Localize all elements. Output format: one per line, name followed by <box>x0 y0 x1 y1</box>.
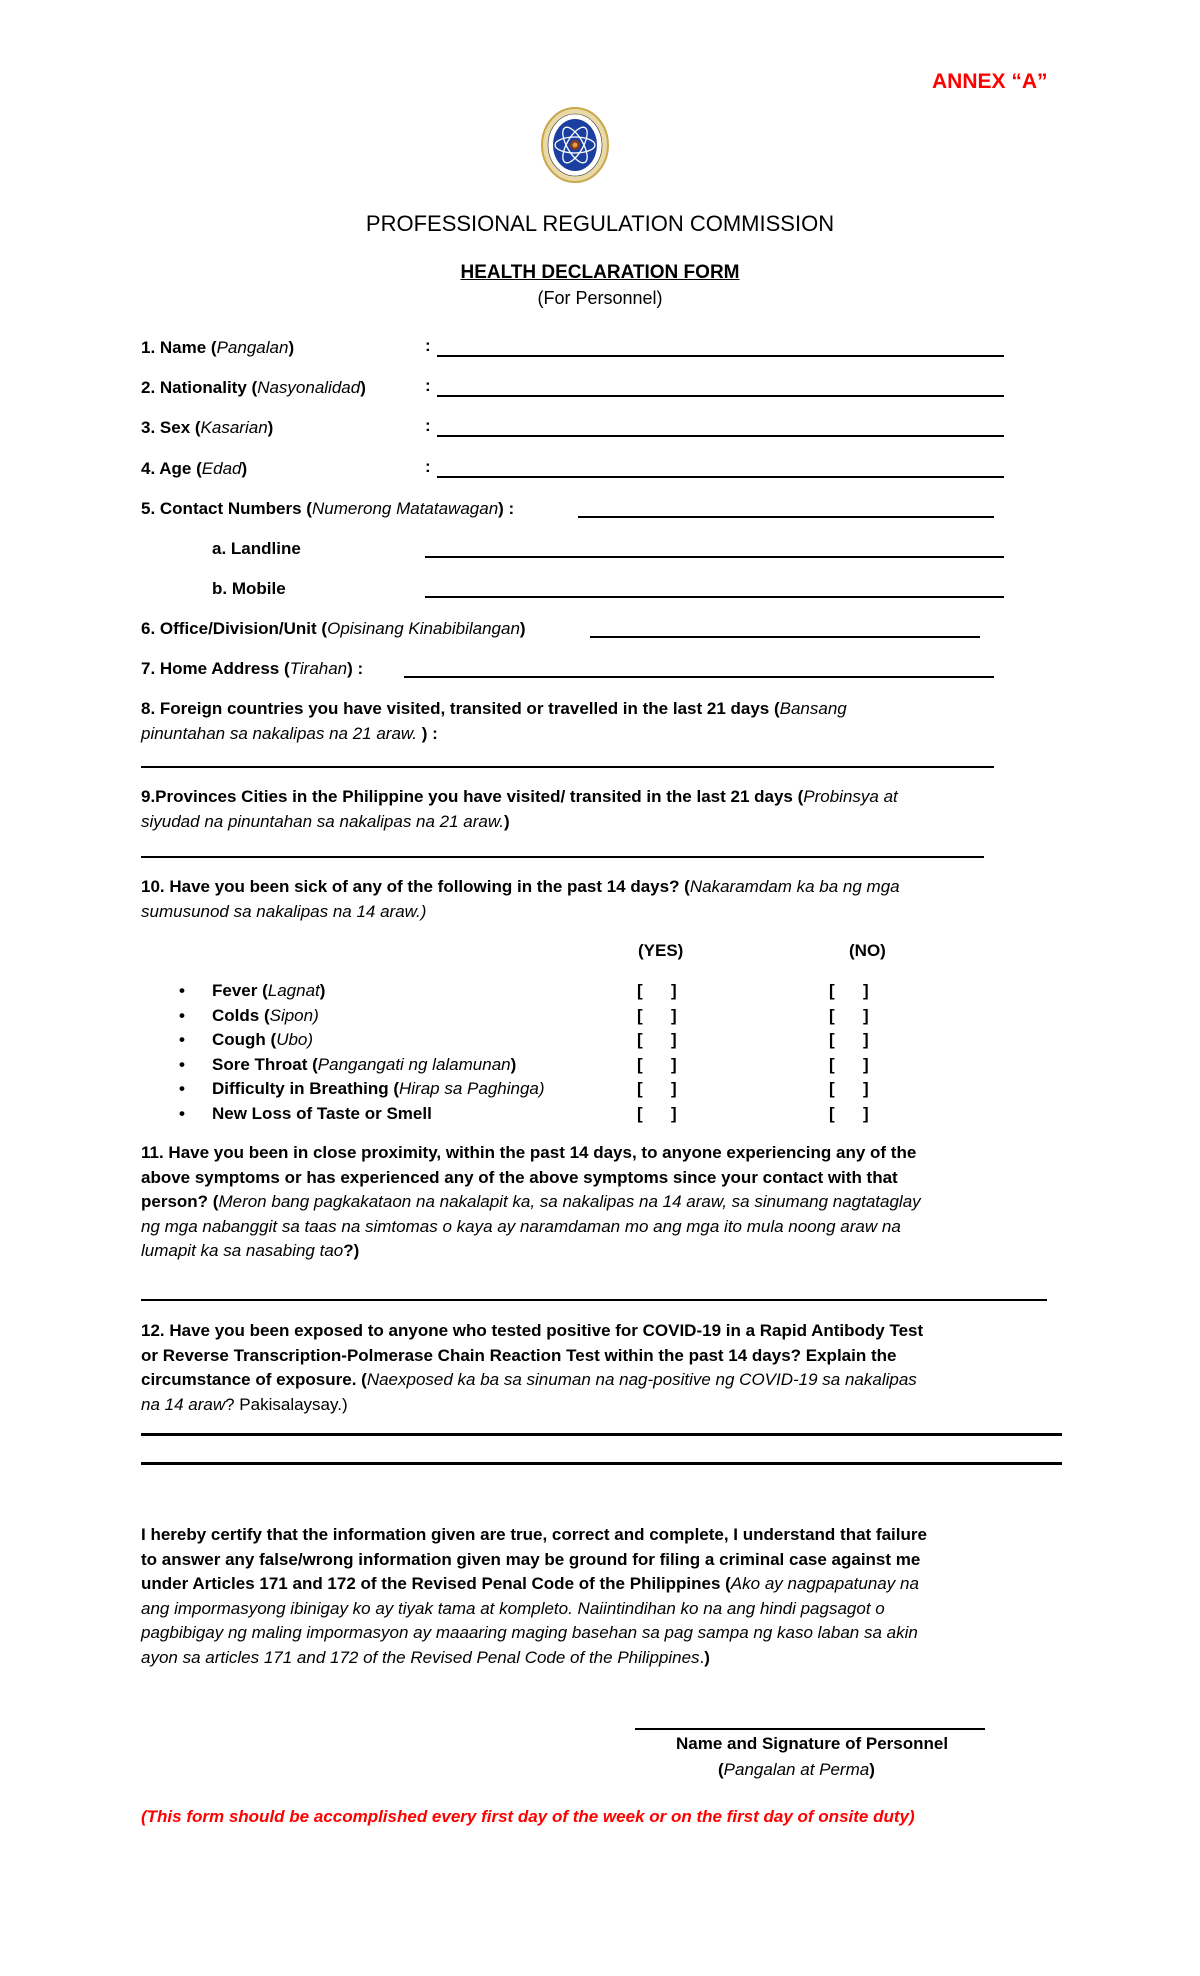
field-label-tagalog: Kasarian <box>200 418 268 437</box>
form-field-label <box>212 577 286 602</box>
text-run: Probinsya at <box>803 787 898 806</box>
bullet-icon: • <box>179 1005 185 1025</box>
text-run: ?) <box>343 1241 360 1260</box>
question-8 <box>141 697 847 746</box>
no-checkbox[interactable]: [ ] <box>829 1030 869 1049</box>
yes-checkbox[interactable]: [ ] <box>637 981 677 1000</box>
symptom-name: New Loss of Taste or Smell <box>212 1103 432 1123</box>
symptom-name: Fever ( <box>212 981 268 1000</box>
text-run: Meron bang pagkakataon na nakalapit ka, sa nakalipas na 14 araw, sa sinumang nagtataglay <box>218 1192 921 1211</box>
field-label-close: ) <box>360 378 366 397</box>
text-run: pinuntahan sa nakalipas na 21 araw. <box>141 723 422 743</box>
field-label-tagalog: Nasyonalidad <box>257 378 361 397</box>
symptom-name: Cough ( <box>212 1030 277 1049</box>
text-run: siyudad na pinuntahan sa nakalipas na 21 araw. <box>141 811 504 831</box>
text-line <box>141 1393 923 1418</box>
field-label-close: ) <box>288 338 295 357</box>
field-label-text: a. Landline <box>212 539 301 558</box>
text-line <box>141 900 900 925</box>
text-line <box>141 1215 921 1240</box>
symptom-name-tagalog: Sipon) <box>269 1005 319 1025</box>
field-label-close: ) <box>519 619 526 638</box>
text-run: . <box>699 1647 705 1667</box>
signature-sublabel <box>718 1758 875 1783</box>
signature-label: Name and Signature of Personnel <box>676 1734 949 1753</box>
text-run: 10. Have you been sick of any of the following in the past 14 days? ( <box>141 877 690 896</box>
symptom-label <box>212 1028 313 1053</box>
text-run: ng mga nabanggit sa taas na simtomas o kaya ay naramdaman mo ang mga ito mula noong araw na <box>141 1216 901 1236</box>
symptom-label <box>212 1053 516 1078</box>
prc-seal-logo <box>537 107 613 183</box>
form-field-label <box>141 457 247 482</box>
symptom-close: ) <box>319 981 326 1000</box>
bullet-icon: • <box>179 981 185 1000</box>
no-checkbox[interactable]: [ ] <box>829 1079 869 1098</box>
text-run: ang impormasyong ibinigay ko ay tiyak tama at kompleto. Naiintindihan ko na ang hindi pagsagot o <box>141 1598 885 1618</box>
text-line <box>141 1344 923 1369</box>
text-run: 8. Foreign countries you have visited, transited or travelled in the last 21 days ( <box>141 699 780 718</box>
q12-answer-line-2[interactable] <box>141 1462 1062 1465</box>
text-line <box>141 1572 927 1597</box>
text-line <box>141 1239 921 1264</box>
yes-checkbox[interactable]: [ ] <box>637 1005 677 1025</box>
field-label-tagalog: Edad <box>201 459 242 478</box>
field-label-tagalog: Numerong Matatawagan <box>311 499 499 518</box>
text-line <box>141 1597 927 1622</box>
text-run: under Articles 171 and 172 of the Revised Penal Code of the Philippines ( <box>141 1574 731 1593</box>
form-field-label <box>141 416 273 441</box>
field-label-text: 7. Home Address ( <box>141 659 290 678</box>
text-run: Ako ay nagpapatunay na <box>730 1574 919 1593</box>
symptom-name: Difficulty in Breathing ( <box>212 1079 399 1098</box>
q11-answer-line[interactable] <box>141 1299 1047 1301</box>
bullet-icon: • <box>179 1030 185 1049</box>
symptom-label <box>212 1077 545 1102</box>
form-field-label <box>141 617 526 642</box>
text-run: na 14 araw <box>141 1394 226 1414</box>
field-input-line[interactable] <box>437 476 1004 478</box>
q9-answer-line[interactable] <box>141 856 984 858</box>
form-subtitle: (For Personnel) <box>537 288 663 308</box>
text-run: 9.Provinces Cities in the Philippine you have visited/ transited in the last 21 days ( <box>141 787 804 806</box>
text-run: or Reverse Transcription-Polmerase Chain Reaction Test within the past 14 days? Explain the <box>141 1345 897 1365</box>
text-run: 12. Have you been exposed to anyone who tested positive for COVID-19 in a Rapid Antibody Test <box>141 1321 924 1340</box>
field-input-line[interactable] <box>404 676 994 678</box>
text-line <box>141 722 847 747</box>
q12-answer-line-1[interactable] <box>141 1433 1062 1436</box>
yes-checkbox[interactable]: [ ] <box>637 1079 677 1098</box>
text-line <box>141 1319 923 1344</box>
text-run: person? ( <box>141 1192 219 1211</box>
form-title: HEALTH DECLARATION FORM <box>460 262 740 283</box>
field-colon: : <box>425 416 431 435</box>
field-label-close: ) <box>267 418 274 437</box>
symptom-name-tagalog: Pangangati ng lalamunan <box>317 1054 511 1074</box>
text-line <box>141 1646 927 1671</box>
field-label-text: 5. Contact Numbers ( <box>141 499 312 518</box>
field-label-text: 3. Sex ( <box>141 418 201 437</box>
certification-statement <box>141 1523 927 1670</box>
form-field-label <box>141 336 294 361</box>
form-field-label <box>141 376 366 401</box>
signature-line[interactable] <box>635 1728 985 1730</box>
text-run: lumapit ka sa nasabing tao <box>141 1241 344 1260</box>
field-label-tagalog: Tirahan <box>289 659 348 678</box>
field-input-line[interactable] <box>425 556 1004 558</box>
symptom-name-tagalog: Hirap sa Paghinga) <box>399 1079 545 1098</box>
text-run: pagbibigay ng maling impormasyon ay maaaring maging basehan sa pag sampa ng kaso laban sa akin <box>141 1623 918 1642</box>
symptom-label <box>212 1102 432 1127</box>
annex-label: ANNEX “A” <box>932 70 1048 93</box>
question-11 <box>141 1141 921 1264</box>
text-run: Naexposed ka ba sa sinuman na nag-positive ng COVID-19 sa nakalipas <box>366 1370 917 1389</box>
field-label-text: 1. Name ( <box>141 338 217 357</box>
no-checkbox[interactable]: [ ] <box>829 1103 869 1123</box>
symptom-label <box>212 979 325 1004</box>
field-label-tagalog: Pangalan <box>216 338 289 357</box>
text-run: Nakaramdam ka ba ng mga <box>689 877 900 896</box>
text-run: ) <box>704 1647 710 1667</box>
field-input-line[interactable] <box>437 435 1004 437</box>
text-line <box>141 810 898 835</box>
field-label-text: b. Mobile <box>212 579 286 598</box>
text-line <box>141 1141 921 1166</box>
field-label-close: ) : <box>347 659 364 678</box>
text-run: ) : <box>421 723 438 743</box>
text-run: ) <box>503 811 510 831</box>
symptom-label <box>212 1004 319 1029</box>
bullet-icon: • <box>179 1054 185 1074</box>
field-input-line[interactable] <box>578 516 994 518</box>
field-input-line[interactable] <box>437 395 1004 397</box>
paren: ) <box>869 1760 875 1779</box>
text-run: Bansang <box>779 699 847 718</box>
q8-answer-line[interactable] <box>141 766 994 768</box>
text-run: sumusunod sa nakalipas na 14 araw.) <box>141 901 427 921</box>
symptom-close: ) <box>510 1054 517 1074</box>
text-line <box>141 1190 921 1215</box>
field-input-line[interactable] <box>425 596 1004 598</box>
text-run: I hereby certify that the information given are true, correct and complete, I understand that failure <box>141 1525 927 1544</box>
text-line <box>141 1548 927 1573</box>
field-label-close: ) <box>241 459 248 478</box>
symptom-name-tagalog: Lagnat <box>267 981 320 1000</box>
form-field-label <box>141 497 514 522</box>
no-checkbox[interactable]: [ ] <box>829 1054 869 1074</box>
signature-sublabel-tagalog: Pangalan at Perma <box>723 1760 870 1779</box>
question-10 <box>141 875 900 924</box>
text-line <box>141 1368 923 1393</box>
prc-seal-icon <box>537 107 613 183</box>
symptom-name-tagalog: Ubo) <box>276 1030 314 1049</box>
bullet-icon: • <box>179 1079 185 1098</box>
yes-column-header: (YES) <box>638 941 684 960</box>
field-label-text: 6. Office/Division/Unit ( <box>141 619 328 638</box>
field-colon: : <box>425 336 431 355</box>
text-run: above symptoms or has experienced any of the above symptoms since your contact with that <box>141 1167 898 1187</box>
text-line <box>141 785 898 810</box>
symptom-name: Colds ( <box>212 1005 270 1025</box>
form-field-label <box>212 537 301 562</box>
text-run: 11. Have you been in close proximity, within the past 14 days, to anyone experiencing any of the <box>141 1143 917 1162</box>
question-12 <box>141 1319 923 1417</box>
yes-checkbox[interactable]: [ ] <box>637 1030 677 1049</box>
question-9 <box>141 785 898 834</box>
yes-checkbox[interactable]: [ ] <box>637 1054 677 1074</box>
text-line <box>141 1621 927 1646</box>
field-colon: : <box>425 376 431 395</box>
paren: ( <box>718 1760 724 1779</box>
text-line <box>141 1166 921 1191</box>
text-run: circumstance of exposure. ( <box>141 1370 367 1389</box>
field-label-text: 4. Age ( <box>141 459 202 478</box>
yes-checkbox[interactable]: [ ] <box>637 1103 677 1123</box>
text-run: to answer any false/wrong information given may be ground for filing a criminal case against me <box>141 1549 921 1569</box>
footer-note: (This form should be accomplished every first day of the week or on the first day of onsite duty) <box>141 1807 915 1826</box>
field-label-close: ) : <box>498 499 515 518</box>
bullet-icon: • <box>179 1103 185 1123</box>
field-colon: : <box>425 457 431 476</box>
field-input-line[interactable] <box>590 636 980 638</box>
text-run: ayon sa articles 171 and 172 of the Revised Penal Code of the Philippines <box>141 1647 700 1667</box>
field-label-text: 2. Nationality ( <box>141 378 258 397</box>
no-column-header: (NO) <box>849 941 886 960</box>
no-checkbox[interactable]: [ ] <box>829 981 869 1000</box>
form-field-label <box>141 657 363 682</box>
field-input-line[interactable] <box>437 355 1004 357</box>
text-run: ? Pakisalaysay.) <box>225 1394 348 1414</box>
text-line <box>141 1523 927 1548</box>
organization-name: PROFESSIONAL REGULATION COMMISSION <box>365 211 835 236</box>
text-line <box>141 875 900 900</box>
symptom-name: Sore Throat ( <box>212 1054 318 1074</box>
no-checkbox[interactable]: [ ] <box>829 1005 869 1025</box>
field-label-tagalog: Opisinang Kinabibilangan <box>327 619 520 638</box>
text-line <box>141 697 847 722</box>
